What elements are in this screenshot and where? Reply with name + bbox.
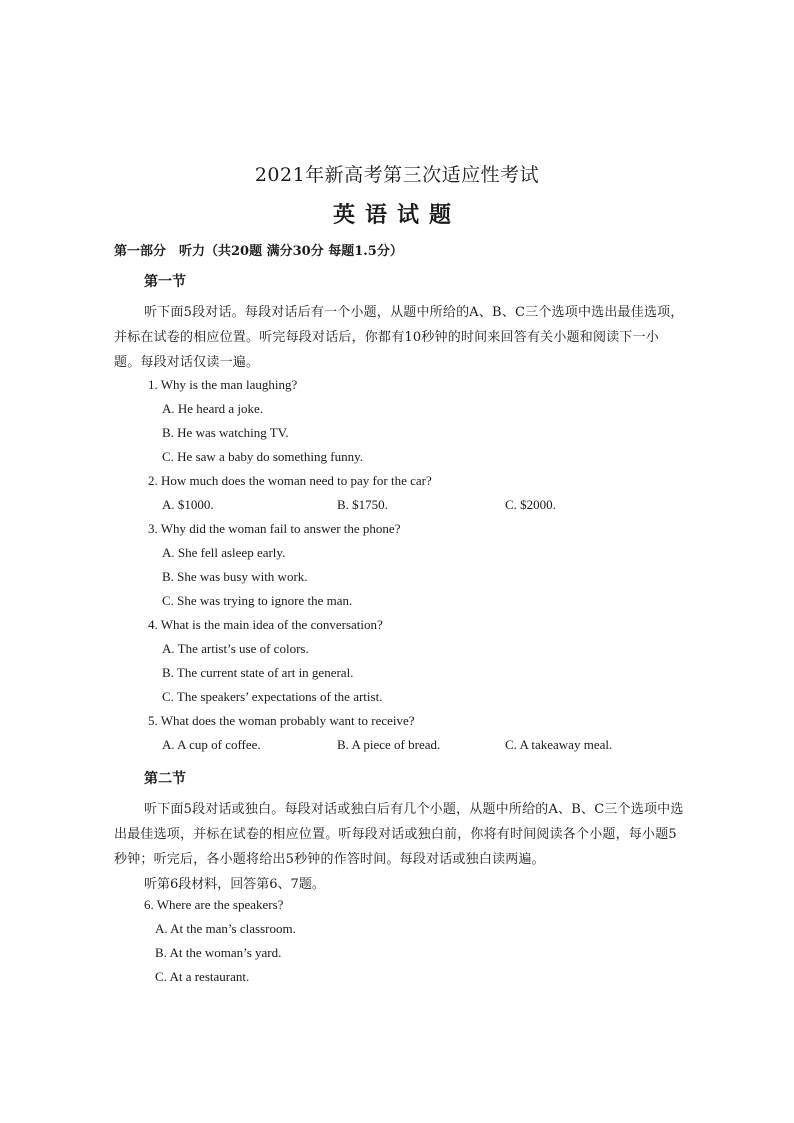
option-c: C. At a restaurant. [155, 969, 250, 984]
section1-instructions: 听下面5段对话。每段对话后有一个小题，从题中所给的A、B、C三个选项中选出最佳选项，并标在试卷的相应位置。听完每段对话后，你都有10秒钟的时间来回答有关小题和阅读下一小题。每段对话仅读一遍。 [114, 305, 684, 370]
option-c: C. The speakers’ expectations of the artist. [162, 689, 383, 704]
question-stem: 3. Why did the woman fail to answer the phone? [148, 521, 401, 536]
part-heading: 第一部分 听力（共20题 满分30分 每题1.5分） [114, 244, 403, 259]
question-stem: 5. What does the woman probably want to receive? [148, 713, 415, 728]
option-a: A. At the man’s classroom. [155, 921, 296, 936]
exam-title: 2021年新高考第三次适应性考试 [254, 164, 540, 186]
section1-heading: 第一节 [144, 274, 186, 290]
question-stem: 1. Why is the man laughing? [148, 377, 298, 392]
option-a: A. The artist’s use of colors. [162, 641, 309, 656]
question-stem: 6. Where are the speakers? [144, 897, 284, 912]
option-c: C. $2000. [505, 497, 556, 512]
option-a: A. $1000. [162, 497, 214, 512]
option-a: A. She fell asleep early. [162, 545, 286, 560]
option-b: B. At the woman’s yard. [155, 945, 282, 960]
question-stem: 4. What is the main idea of the conversation? [148, 617, 383, 632]
option-b: B. A piece of bread. [337, 737, 441, 752]
option-c: C. She was trying to ignore the man. [162, 593, 353, 608]
option-b: B. He was watching TV. [162, 425, 289, 440]
section2-instructions: 听下面5段对话或独白。每段对话或独白后有几个小题，从题中所给的A、B、C三个选项中选出最佳选项，并标在试卷的相应位置。听每段对话或独白前，你将有时间阅读各个小题，每小题5秒钟；听完后，各小题将给出5秒钟的作答时间。每段对话或独白读两遍。 [114, 802, 684, 867]
material-note: 听第6段材料，回答第6、7题。 [144, 877, 325, 892]
option-b: B. $1750. [337, 497, 388, 512]
option-b: B. She was busy with work. [162, 569, 308, 584]
section2-heading: 第二节 [144, 771, 186, 787]
exam-subtitle: 英语试题 [332, 202, 461, 228]
option-a: A. A cup of coffee. [162, 737, 261, 752]
option-b: B. The current state of art in general. [162, 665, 354, 680]
option-c: C. He saw a baby do something funny. [162, 449, 363, 464]
option-c: C. A takeaway meal. [505, 737, 613, 752]
option-a: A. He heard a joke. [162, 401, 264, 416]
question-stem: 2. How much does the woman need to pay for the car? [148, 473, 432, 488]
